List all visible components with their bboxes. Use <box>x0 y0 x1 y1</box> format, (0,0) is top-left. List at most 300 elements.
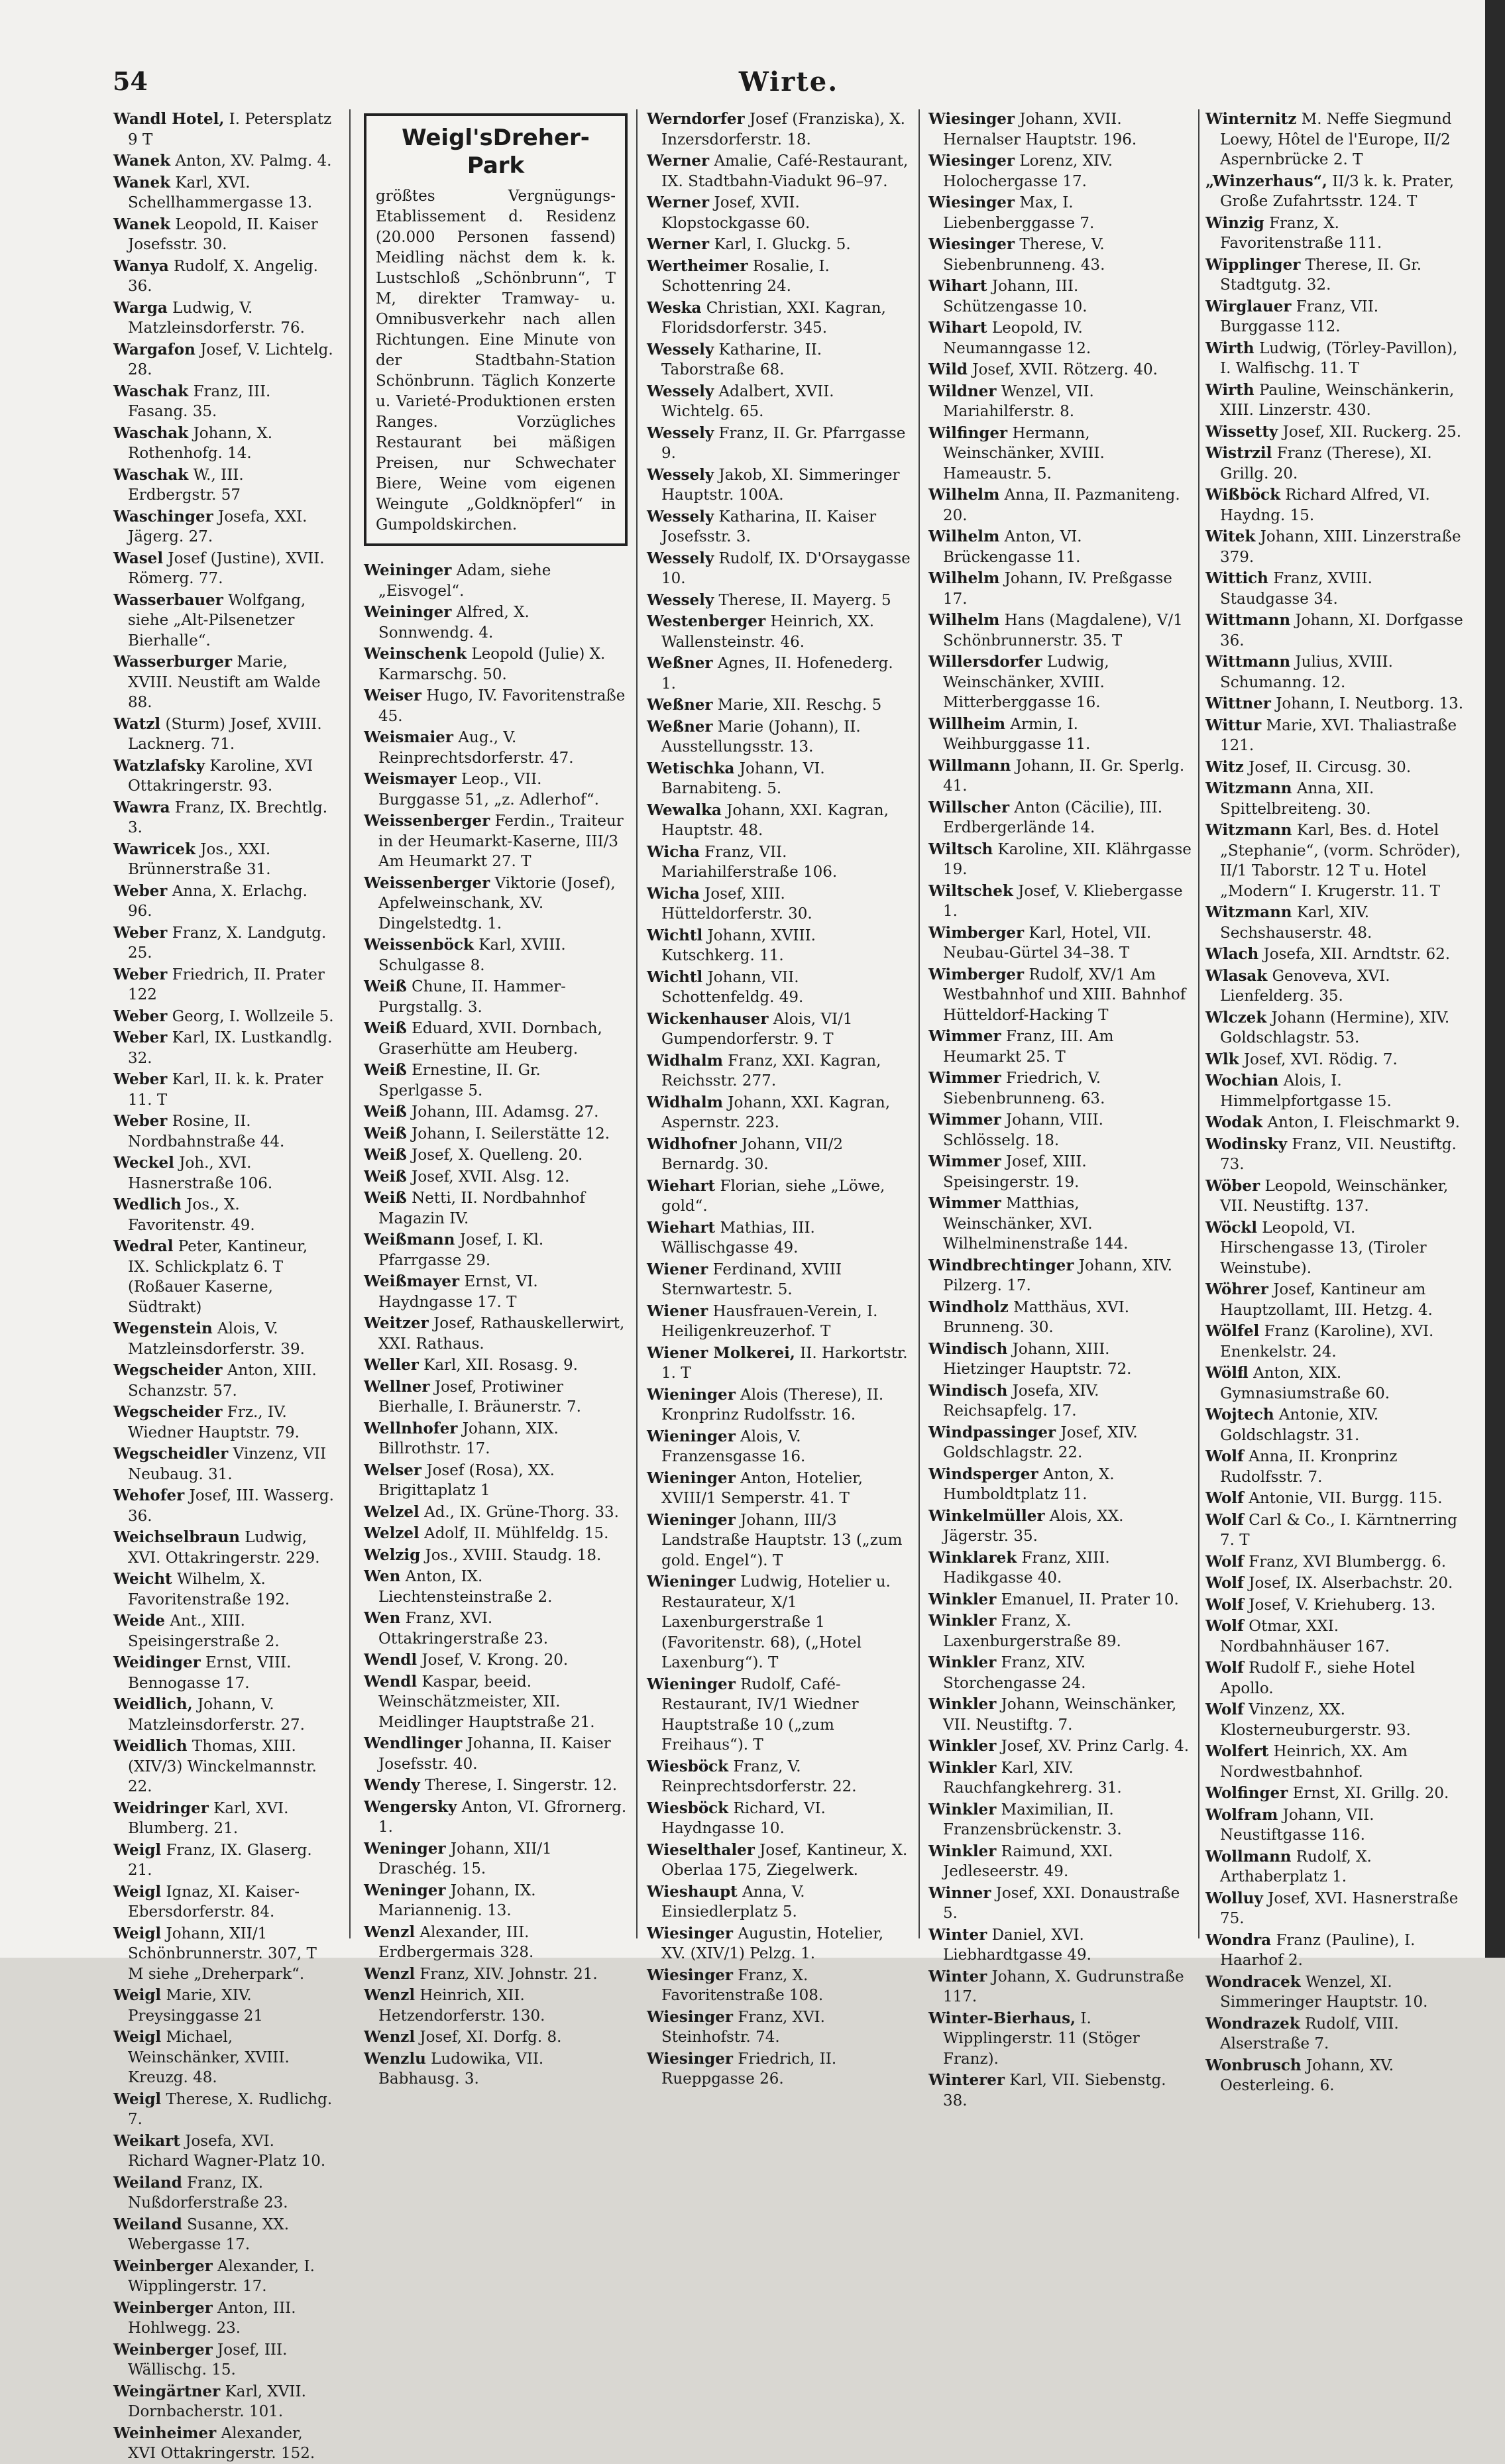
directory-entry <box>113 1361 334 1401</box>
entry-address: Karl, IX. Lustkandlg. 32. <box>128 1029 333 1067</box>
entry-address: Anton, IX. Liechtensteinstraße 2. <box>378 1568 553 1606</box>
entry-name: Wipplinger <box>1205 255 1301 274</box>
directory-entry <box>928 1506 1192 1547</box>
directory-entry <box>364 1650 628 1671</box>
entry-address: Matthias, Weinschänker, XVI. Wilhelminenstraße 144. <box>943 1195 1129 1253</box>
entry-name: Windpassinger <box>928 1423 1056 1441</box>
directory-entry <box>113 2382 334 2422</box>
directory-entry <box>647 759 911 799</box>
directory-entry <box>113 2131 334 2172</box>
entry-name: Winkler <box>928 1842 997 1860</box>
directory-entry <box>113 798 334 838</box>
entry-address: Wenzel, VII. Mariahilferstr. 8. <box>943 382 1094 420</box>
entry-address: Katharine, II. Taborstraße 68. <box>661 341 822 378</box>
entry-address: Josef, XV. Prinz Carlg. 4. <box>1001 1738 1190 1755</box>
entry-name: „Winzerhaus“, <box>1205 172 1327 190</box>
entry-address: Johann, I. Neutborg. 13. <box>1276 695 1464 712</box>
entry-name: Wiesinger <box>928 110 1015 128</box>
directory-entry <box>1205 1488 1464 1509</box>
entry-name: Wiesinger <box>647 2049 734 2068</box>
directory-columns <box>109 109 1468 2462</box>
entry-address: Marie, XVIII. Neustift am Walde 88. <box>128 653 321 711</box>
entry-name: Wellnhofer <box>364 1419 458 1437</box>
entry-name: Windbrechtinger <box>928 1256 1074 1274</box>
directory-entry <box>1205 1363 1464 1404</box>
entry-address: Leopold (Julie) X. Karmarschg. 50. <box>378 645 606 683</box>
entry-address: Johann, XII/1 Schönbrunnerstr. 307, T M siehe „Dreherpark“. <box>128 1925 317 1983</box>
entry-name: Wessely <box>647 590 714 609</box>
directory-entry <box>364 1124 628 1145</box>
directory-entry <box>1205 1847 1464 1887</box>
entry-address: Jos., XXI. Brünnerstraße 31. <box>128 840 271 878</box>
entry-name: Weissenberger <box>364 873 490 892</box>
entry-address: Anton, I. Fleischmarkt 9. <box>1267 1114 1460 1131</box>
directory-entry <box>364 1608 628 1649</box>
entry-address: Rudolf, XV/1 Am Westbahnhof und XIII. Bahnhof Hütteldorf-Hacking T <box>943 966 1186 1024</box>
entry-address: Johann, XVII. Hernalser Hauptstr. 196. <box>943 111 1137 148</box>
entry-name: Wehofer <box>113 1486 185 1504</box>
directory-entry <box>1205 652 1464 693</box>
column-2-entries <box>364 561 628 2090</box>
directory-entry <box>113 1070 334 1110</box>
entry-address: Karl, XVII. Dornbacherstr. 101. <box>128 2382 306 2420</box>
directory-entry <box>113 1153 334 1194</box>
entry-name: Weichselbraun <box>113 1528 240 1546</box>
entry-name: Wolf <box>1205 1447 1244 1465</box>
directory-entry <box>928 1758 1192 1799</box>
entry-name: Wilhelm <box>928 569 1000 587</box>
directory-entry <box>364 1545 628 1566</box>
entry-address: Hausfrauen-Verein, I. Heiligenkreuzerhof. T <box>661 1302 878 1340</box>
entry-name: Wolf <box>1205 1489 1244 1507</box>
entry-name: Wolf <box>1205 1617 1244 1635</box>
entry-address: Rosalie, I. Schottenring 24. <box>661 257 830 295</box>
directory-entry <box>113 382 334 422</box>
directory-entry <box>364 1377 628 1418</box>
directory-entry <box>1205 779 1464 819</box>
directory-entry <box>647 151 911 192</box>
entry-address: Johann, X. Gudrunstraße 117. <box>943 1968 1184 2005</box>
directory-entry <box>928 1423 1192 1463</box>
directory-entry <box>364 1461 628 1501</box>
entry-address: Karoline, XII. Klährgasse 19. <box>943 840 1192 878</box>
directory-entry <box>1205 944 1464 965</box>
entry-address: Rudolf, IX. D'Orsaygasse 10. <box>661 549 911 587</box>
directory-entry <box>928 1194 1192 1255</box>
entry-name: Wodak <box>1205 1113 1263 1131</box>
directory-entry <box>928 1465 1192 1505</box>
entry-name: Weinberger <box>113 2340 213 2359</box>
entry-address: Karoline, XVI Ottakringerstr. 93. <box>128 757 313 795</box>
entry-address: Richard Alfred, VI. Haydng. 15. <box>1220 486 1430 524</box>
entry-address: Eduard, XVII. Dornbach, Graserhütte am Heuberg. <box>378 1020 602 1058</box>
entry-address: Alfred, X. Sonnwendg. 4. <box>378 604 530 642</box>
entry-name: Willersdorfer <box>928 653 1042 671</box>
entry-address: Vinzenz, VII Neubaug. 31. <box>128 1445 327 1483</box>
entry-name: Weismaier <box>364 728 454 746</box>
entry-address: Josefa, XIV. Reichsapfelg. 17. <box>943 1382 1099 1420</box>
entry-address: Hugo, IV. Favoritenstraße 45. <box>378 687 626 725</box>
entry-address: Max, I. Liebenberggasse 7. <box>943 194 1095 232</box>
entry-name: Wiener <box>647 1302 708 1320</box>
entry-address: Josef, XXI. Donaustraße 5. <box>943 1884 1180 1922</box>
directory-entry <box>113 2340 334 2380</box>
entry-address: Johann (Hermine), XIV. Goldschlagstr. 53. <box>1220 1009 1450 1046</box>
entry-address: Anton, XIII. Schanzstr. 57. <box>128 1362 317 1400</box>
entry-name: Wiesinger <box>928 235 1015 253</box>
directory-entry <box>364 1019 628 1059</box>
entry-name: Wlasak <box>1205 966 1268 985</box>
entry-address: Karl, XVIII. Schulgasse 8. <box>378 936 566 974</box>
entry-address: Ernst, XI. Grillg. 20. <box>1292 1785 1449 1802</box>
entry-address: Karl, XVI. Schellhammergasse 13. <box>128 174 313 211</box>
entry-address: Johann, XV. Oesterleing. 6. <box>1220 2056 1394 2094</box>
entry-address: Aug., V. Reinprechtsdorferstr. 47. <box>378 729 574 767</box>
directory-entry <box>364 1230 628 1270</box>
entry-name: Wessely <box>647 465 714 484</box>
entry-name: Winkler <box>928 1800 997 1819</box>
entry-name: Weide <box>113 1612 166 1630</box>
entry-address: Johann, III/3 Landstraße Hauptstr. 13 („zum gold. Engel“). T <box>661 1511 903 1569</box>
entry-address: II/3 k. k. Prater, Große Zufahrtsstr. 124. T <box>1220 172 1455 210</box>
entry-name: Wiesinger <box>928 152 1015 170</box>
directory-entry <box>1205 1321 1464 1362</box>
entry-name: Winner <box>928 1883 991 1902</box>
entry-name: Welser <box>364 1461 422 1479</box>
entry-address: Leopold, Weinschänker, VII. Neustiftg. 137. <box>1220 1177 1449 1215</box>
directory-entry <box>647 235 911 255</box>
entry-address: Anton, XIX. Gymnasiumstraße 60. <box>1220 1365 1390 1402</box>
entry-address: Franz, X. Laxenburgerstraße 89. <box>943 1612 1121 1650</box>
entry-name: Witz <box>1205 757 1244 776</box>
entry-name: Wiesinger <box>928 194 1015 211</box>
entry-name: Windholz <box>928 1298 1009 1316</box>
entry-name: Weßner <box>647 717 713 736</box>
entry-address: M. Neffe Siegmund Loewy, Hôtel de l'Europe, II/2 Aspernbrücke 2. T <box>1220 111 1452 168</box>
directory-entry <box>928 1152 1192 1192</box>
entry-name: Wessely <box>647 340 714 359</box>
entry-address: Therese, II. Mayerg. 5 <box>718 591 891 609</box>
entry-address: Alexander, XVI Ottakringerstr. 152. <box>128 2424 315 2462</box>
directory-entry <box>364 977 628 1017</box>
directory-entry <box>113 923 334 964</box>
entry-name: Winkelmüller <box>928 1506 1045 1525</box>
entry-address: Netti, II. Nordbahnhof Magazin IV. <box>378 1190 586 1227</box>
directory-entry <box>364 1923 628 1963</box>
directory-entry <box>364 2027 628 2048</box>
directory-entry <box>928 965 1192 1026</box>
entry-name: Weismayer <box>364 770 457 788</box>
entry-address: Johann, III. Schützengasse 10. <box>943 278 1087 315</box>
directory-entry <box>1205 527 1464 567</box>
column-1 <box>109 109 338 2462</box>
directory-entry <box>364 1314 628 1354</box>
entry-address: Josefa, XVI. Richard Wagner-Platz 10. <box>128 2132 326 2170</box>
directory-entry <box>113 507 334 547</box>
entry-address: Adolf, II. Mühlfeldg. 15. <box>424 1525 609 1542</box>
entry-name: Weiß <box>364 1167 407 1186</box>
entry-name: Weigl <box>113 1986 162 2004</box>
entry-name: Weigl <box>113 2028 162 2046</box>
entry-address: Franz, X. Favoritenstraße 108. <box>661 1966 824 2004</box>
directory-entry <box>928 1611 1192 1652</box>
entry-address: Anton, Hotelier, XVIII/1 Semperstr. 41. T <box>661 1469 863 1507</box>
entry-name: Wiesinger <box>647 2007 734 2026</box>
directory-entry <box>928 881 1192 922</box>
entry-address: Wilhelm, X. Favoritenstraße 192. <box>128 1571 290 1608</box>
directory-entry <box>113 1799 334 1839</box>
directory-entry <box>113 2215 334 2255</box>
entry-name: Waschak <box>113 465 189 484</box>
entry-address: Johann, VII. Schottenfeldg. 49. <box>661 968 804 1006</box>
directory-entry <box>1205 757 1464 778</box>
entry-name: Wiesinger <box>647 1924 734 1942</box>
entry-address: Susanne, XX. Webergasse 17. <box>128 2215 290 2253</box>
directory-entry <box>1205 1972 1464 2013</box>
entry-address: Franz, VII. Burggasse 112. <box>1220 298 1379 335</box>
entry-name: Weißmayer <box>364 1272 460 1290</box>
entry-address: Michael, Weinschänker, XVIII. Kreuzg. 48. <box>128 2029 290 2086</box>
entry-name: Wessely <box>647 382 714 400</box>
entry-name: Wasserbauer <box>113 590 223 609</box>
directory-entry <box>1205 255 1464 296</box>
entry-name: Wimmer <box>928 1111 1001 1129</box>
directory-entry <box>364 873 628 934</box>
entry-address: Raimund, XXI. Jedleseerstr. 49. <box>943 1842 1113 1880</box>
entry-name: Werner <box>647 194 710 211</box>
entry-name: Wawra <box>113 798 170 816</box>
directory-entry <box>1205 1700 1464 1740</box>
entry-address: Josef, III. Wällischg. 15. <box>128 2341 288 2379</box>
entry-address: Josef, Kantineur, X. Oberlaa 175, Ziegelwerk. <box>661 1841 908 1879</box>
entry-name: Witzmann <box>1205 821 1292 839</box>
entry-name: Wiehart <box>647 1218 716 1237</box>
entry-address: Josef, Rathauskellerwirt, XXI. Rathaus. <box>378 1315 625 1353</box>
entry-address: Johann, IX. Mariannenig. 13. <box>378 1881 536 1919</box>
directory-entry <box>364 1524 628 1544</box>
directory-entry <box>113 2424 334 2464</box>
directory-entry <box>928 1381 1192 1422</box>
entry-name: Wasel <box>113 549 164 567</box>
directory-entry <box>1205 1510 1464 1551</box>
entry-name: Wandl Hotel, <box>113 110 225 128</box>
entry-address: Franz, IX. Nußdorferstraße 23. <box>128 2174 288 2212</box>
entry-address: Ignaz, XI. Kaiser-Ebersdorferstr. 84. <box>128 1883 300 1921</box>
entry-address: Franz, XVI. Ottakringerstraße 23. <box>378 1610 549 1648</box>
entry-name: Weinberger <box>113 2257 213 2275</box>
directory-entry <box>364 1839 628 1879</box>
directory-entry <box>113 881 334 922</box>
entry-address: Ludwig, (Törley-Pavillon), I. Walfischg. 11. T <box>1220 339 1458 377</box>
directory-entry <box>647 1218 911 1259</box>
directory-entry <box>364 728 628 768</box>
entry-name: Wimmer <box>928 1152 1001 1170</box>
entry-address: Franz (Karoline), XVI. Enenkelstr. 24. <box>1220 1323 1434 1361</box>
entry-address: Johann, VII. Neustiftgasse 116. <box>1220 1806 1374 1844</box>
entry-name: Wenzl <box>364 1964 416 1983</box>
directory-entry <box>113 1569 334 1610</box>
entry-name: Winkler <box>928 1758 997 1777</box>
entry-address: Karl, I. Gluckg. 5. <box>714 236 851 253</box>
entry-name: Wirglauer <box>1205 297 1292 315</box>
entry-name: Wißböck <box>1205 486 1281 504</box>
entry-address: Jakob, XI. Simmeringer Hauptstr. 100A. <box>661 466 900 504</box>
entry-address: Josef, XI. Dorfg. 8. <box>419 2029 562 2046</box>
directory-entry <box>1205 820 1464 901</box>
entry-name: Wodinsky <box>1205 1135 1288 1153</box>
entry-name: Wieninger <box>647 1573 736 1591</box>
entry-name: Wolf <box>1205 1552 1244 1571</box>
directory-entry <box>364 1567 628 1607</box>
entry-name: Weiß <box>364 1189 407 1207</box>
directory-entry <box>928 360 1192 380</box>
directory-entry <box>1205 1783 1464 1804</box>
entry-name: Wöber <box>1205 1176 1260 1195</box>
entry-address: Ernst, VI. Haydngasse 17. T <box>378 1273 538 1311</box>
directory-entry <box>364 1964 628 1985</box>
entry-address: Franz, XXI. Kagran, Reichsstr. 277. <box>661 1052 881 1090</box>
entry-address: Johann, VII/2 Bernardg. 30. <box>661 1135 844 1173</box>
directory-entry <box>928 2070 1192 2111</box>
directory-entry <box>113 109 334 150</box>
entry-name: Wen <box>364 1609 401 1627</box>
directory-entry <box>647 465 911 506</box>
entry-address: Anna, II. Pazmaniteng. 20. <box>943 486 1180 524</box>
directory-entry <box>113 1028 334 1068</box>
entry-address: Rudolf F., siehe Hotel Apollo. <box>1220 1659 1416 1697</box>
entry-address: Karl, XIV. Rauchfangkehrerg. 31. <box>943 1759 1122 1797</box>
entry-address: Josef, IX. Alserbachstr. 20. <box>1249 1575 1453 1592</box>
entry-name: Wichtl <box>647 968 703 986</box>
entry-name: Weninger <box>364 1881 446 1899</box>
entry-address: W., III. Erdbergstr. 57 <box>128 466 244 504</box>
entry-name: Weßner <box>647 654 713 672</box>
directory-entry <box>1205 1552 1464 1573</box>
directory-entry <box>928 652 1192 713</box>
entry-address: Johann, XI. Dorfgasse 36. <box>1220 612 1463 649</box>
directory-entry <box>647 968 911 1008</box>
entry-address: Katharina, II. Kaiser Josefsstr. 3. <box>661 508 877 545</box>
entry-address: Franz, VII. Neustiftg. 73. <box>1220 1135 1457 1173</box>
entry-name: Wendlinger <box>364 1734 463 1752</box>
entry-address: Richard, VI. Haydngasse 10. <box>661 1799 826 1837</box>
directory-entry <box>928 1883 1192 1924</box>
entry-address: Genoveva, XVI. Lienfelderg. 35. <box>1220 967 1390 1005</box>
entry-name: Weigl <box>113 1882 162 1901</box>
entry-name: Wichtl <box>647 926 703 944</box>
directory-entry <box>1205 1742 1464 1782</box>
directory-entry <box>113 256 334 297</box>
directory-entry <box>928 756 1192 797</box>
entry-address: Franz (Therese), XI. Grillg. 20. <box>1220 445 1432 482</box>
entry-name: Weiß <box>364 1124 407 1143</box>
entry-address: Johann, VI. Barnabiteng. 5. <box>661 759 825 797</box>
entry-name: Witzmann <box>1205 903 1292 921</box>
directory-entry <box>928 1548 1192 1589</box>
entry-name: Wistrzil <box>1205 444 1272 462</box>
directory-entry <box>647 1302 911 1342</box>
entry-name: Weiß <box>364 1019 407 1037</box>
entry-name: Weissenberger <box>364 812 490 830</box>
entry-address: Friedrich, II. Rueppgasse 26. <box>661 2050 837 2088</box>
entry-address: Johann, XII/1 Draschég. 15. <box>378 1840 552 1877</box>
entry-name: Wetischka <box>647 759 735 777</box>
directory-entry <box>928 1736 1192 1757</box>
entry-address: II. Harkortstr. 1. T <box>661 1344 908 1382</box>
entry-name: Wihart <box>928 277 987 295</box>
entry-address: Karl, Bes. d. Hotel „Stephanie“, (vorm. Schröder), II/1 Taborstr. 12 T u. Hotel „Modern“ I. Krugerstr. 11. T <box>1220 822 1461 900</box>
directory-entry <box>647 653 911 694</box>
directory-entry <box>1205 1658 1464 1699</box>
directory-entry <box>113 652 334 713</box>
entry-address: Johann, XIX. Billrothstr. 17. <box>378 1420 559 1457</box>
directory-entry <box>928 1925 1192 1966</box>
entry-address: Emanuel, II. Prater 10. <box>1001 1591 1179 1608</box>
entry-address: Alois, VI/1 Gumpendorferstr. 9. T <box>661 1010 853 1048</box>
directory-entry <box>364 811 628 872</box>
directory-entry <box>647 801 911 841</box>
entry-name: Wittmann <box>1205 653 1291 671</box>
entry-name: Wiehart <box>647 1176 716 1195</box>
entry-name: Wasserburger <box>113 653 233 671</box>
directory-entry <box>113 1007 334 1027</box>
entry-name: Weinberger <box>113 2298 213 2317</box>
entry-address: Franz, XIV. Johnstr. 21. <box>419 1965 598 1983</box>
entry-address: Wenzel, XI. Simmeringer Hauptstr. 10. <box>1220 1973 1428 2011</box>
directory-entry <box>113 1611 334 1652</box>
column-2 <box>360 109 632 2088</box>
directory-entry <box>647 695 911 716</box>
entry-address: I. Petersplatz 9 T <box>128 111 332 148</box>
entry-name: Westenberger <box>647 612 766 630</box>
entry-name: Wöckl <box>1205 1218 1257 1237</box>
entry-name: Weber <box>113 1007 168 1025</box>
entry-name: Wieshaupt <box>647 1882 738 1901</box>
entry-address: Josef, XII. Ruckerg. 25. <box>1282 423 1462 441</box>
entry-address: Augustin, Hotelier, XV. (XIV/1) Pelzg. 1. <box>661 1925 884 1962</box>
directory-entry <box>364 1881 628 1921</box>
entry-address: Rudolf, X. Arthaberplatz 1. <box>1220 1848 1372 1885</box>
directory-entry <box>1205 903 1464 943</box>
entry-address: Chune, II. Hammer-Purgstallg. 3. <box>378 978 566 1016</box>
entry-name: Wegscheider <box>113 1403 223 1421</box>
page-header <box>113 66 1465 106</box>
entry-name: Winklarek <box>928 1548 1017 1567</box>
directory-entry <box>113 590 334 651</box>
entry-name: Weinheimer <box>113 2424 217 2442</box>
entry-address: Josef, III. Wasserg. 36. <box>128 1487 334 1525</box>
directory-entry <box>647 1051 911 1092</box>
directory-entry <box>647 1176 911 1217</box>
directory-entry <box>647 1882 911 1923</box>
entry-address: Ludwig, Hotelier u. Restaurateur, X/1 Laxenburgerstraße 1 (Favoritenstr. 68), („Hotel Laxenburg“). T <box>661 1573 891 1671</box>
directory-entry <box>364 1167 628 1188</box>
entry-address: Anna, X. Erlachg. 96. <box>128 882 307 920</box>
entry-name: Wlczek <box>1205 1008 1267 1027</box>
entry-name: Winkler <box>928 1737 997 1755</box>
directory-entry <box>647 340 911 380</box>
entry-address: Pauline, Weinschänkerin, XIII. Linzerstr. 430. <box>1220 381 1455 419</box>
entry-name: Weiß <box>364 1061 407 1079</box>
column-divider <box>919 109 920 1938</box>
entry-name: Wolf <box>1205 1701 1244 1718</box>
entry-address: Johann, IV. Preßgasse 17. <box>943 570 1172 608</box>
entry-name: Willscher <box>928 798 1010 816</box>
directory-entry <box>928 569 1192 609</box>
directory-entry <box>1205 1050 1464 1070</box>
directory-entry <box>647 2007 911 2048</box>
directory-entry <box>928 798 1192 838</box>
